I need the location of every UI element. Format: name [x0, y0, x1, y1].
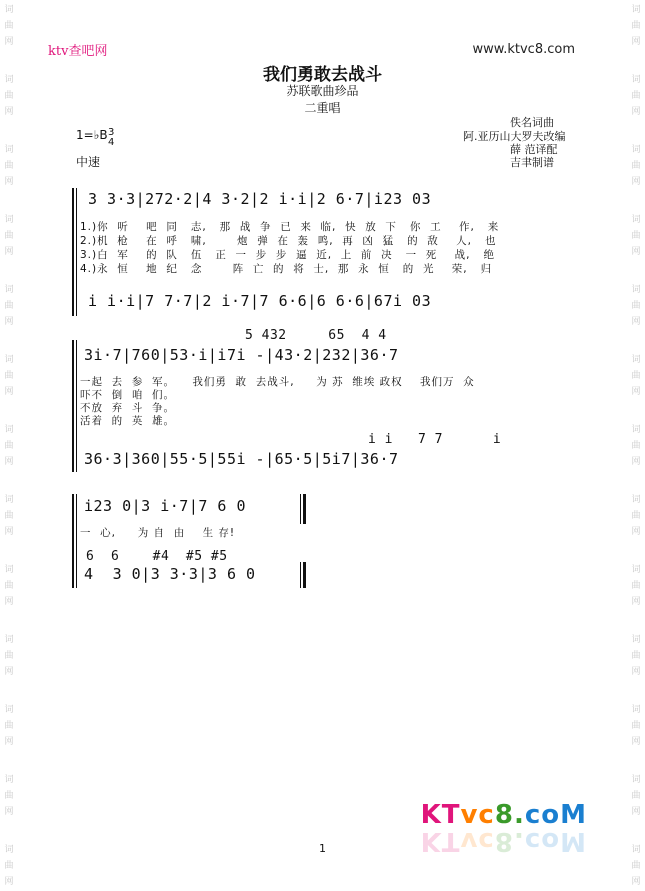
- watermark-char: 曲: [631, 861, 641, 871]
- system-bracket-3: [72, 494, 74, 588]
- system-bracket-1-thin: [76, 188, 77, 316]
- final-barline-lower-thin: [300, 562, 301, 588]
- key-signature: 1=♭B: [76, 128, 108, 142]
- watermark-char: 网: [631, 597, 641, 607]
- watermark-char: 网: [4, 107, 14, 117]
- system2-lyric-verse2: 吓不 倒 咱 们。: [80, 389, 176, 401]
- watermark-char: 网: [631, 737, 641, 747]
- watermark-char: 词: [631, 425, 641, 435]
- watermark-char: 曲: [4, 861, 14, 871]
- watermark-char: 网: [4, 177, 14, 187]
- watermark-char: 曲: [4, 441, 14, 451]
- watermark-char: 网: [4, 37, 14, 47]
- system1-lyric-verse1: 1.)你 听 吧 同 志, 那 战 争 已 来 临, 快 放 下 你 工 作, 来: [80, 221, 500, 233]
- watermark-char: 网: [631, 457, 641, 467]
- watermark-char: 网: [4, 387, 14, 397]
- watermark-char: 网: [631, 317, 641, 327]
- watermark-char: 曲: [4, 511, 14, 521]
- watermark-char: 词: [631, 495, 641, 505]
- watermark-char: 词: [4, 845, 14, 855]
- system-bracket-3-thin: [76, 494, 77, 588]
- watermark-char: 词: [4, 145, 14, 155]
- watermark-char: 曲: [4, 301, 14, 311]
- watermark-char: 网: [4, 667, 14, 677]
- system2-lower-notes: 36·3|360|55·5|55i -|65·5|5i7|36·7: [84, 450, 399, 468]
- time-signature: [108, 128, 114, 148]
- system2-lyric-verse1: 一起 去 参 军。 我们勇 敢 去战斗, 为 苏 维埃 政权 我们万 众: [80, 376, 475, 388]
- watermark-char: 曲: [4, 231, 14, 241]
- watermark-char: 词: [631, 705, 641, 715]
- system1-lyric-verse3: 3.)白 军 的 队 伍 正 一 步 步 逼 近, 上 前 决 一 死 战, 绝: [80, 249, 495, 261]
- watermark-char: 词: [4, 775, 14, 785]
- watermark-char: 词: [4, 215, 14, 225]
- credit-transcriber: 吉聿制谱: [510, 156, 554, 169]
- brand-watermark: ktv查吧网: [48, 44, 108, 59]
- site-logo-reflection: KTvc8.coM: [420, 826, 587, 856]
- tempo-marking: 中速: [76, 155, 101, 169]
- watermark-char: 词: [4, 705, 14, 715]
- watermark-char: 曲: [4, 371, 14, 381]
- left-watermark-strip: [2, 0, 16, 891]
- watermark-char: 词: [4, 5, 14, 15]
- watermark-char: 网: [631, 107, 641, 117]
- site-url: www.ktvc8.com: [472, 42, 575, 57]
- system1-lyric-verse2: 2.)机 枪 在 呼 啸, 炮 弹 在 轰 鸣, 再 凶 猛 的 敌 人, 也: [80, 235, 497, 247]
- watermark-char: 曲: [4, 161, 14, 171]
- watermark-char: 曲: [4, 581, 14, 591]
- system2-lower-harmony: i i 7 7 i: [368, 432, 502, 447]
- watermark-char: 曲: [631, 791, 641, 801]
- watermark-char: 网: [631, 667, 641, 677]
- watermark-char: 词: [4, 565, 14, 575]
- system3-upper-notes: i23 0|3 i·7|7 6 0: [84, 497, 247, 515]
- watermark-char: 词: [4, 635, 14, 645]
- watermark-char: 词: [631, 635, 641, 645]
- watermark-char: 网: [631, 527, 641, 537]
- system2-lyric-verse4: 活着 的 英 雄。: [80, 415, 176, 427]
- watermark-char: 曲: [631, 651, 641, 661]
- watermark-char: 曲: [631, 91, 641, 101]
- watermark-char: 曲: [4, 791, 14, 801]
- system3-lower-harmony: 6 6 #4 #5 #5: [86, 549, 228, 564]
- watermark-char: 词: [631, 355, 641, 365]
- watermark-char: 词: [631, 285, 641, 295]
- watermark-char: 网: [631, 37, 641, 47]
- final-barline-upper-thin: [300, 494, 301, 524]
- watermark-char: 网: [4, 317, 14, 327]
- watermark-char: 网: [4, 247, 14, 257]
- watermark-char: 词: [631, 75, 641, 85]
- time-signature-top: 3: [108, 127, 115, 138]
- watermark-char: 词: [631, 775, 641, 785]
- watermark-char: 词: [631, 5, 641, 15]
- watermark-char: 网: [4, 457, 14, 467]
- final-barline-lower-thick: [303, 562, 306, 588]
- watermark-char: 曲: [4, 721, 14, 731]
- page-number: 1: [319, 842, 326, 855]
- watermark-char: 曲: [631, 371, 641, 381]
- watermark-char: 曲: [631, 161, 641, 171]
- credit-composer: 佚名词曲: [510, 116, 554, 129]
- watermark-char: 网: [631, 807, 641, 817]
- site-logo: KTvc8.coM: [420, 800, 587, 830]
- system2-upper-harmony: 5 432 65 4 4: [245, 328, 387, 343]
- system-bracket-2: [72, 340, 74, 472]
- watermark-char: 曲: [631, 301, 641, 311]
- watermark-char: 词: [4, 425, 14, 435]
- song-form: 二重唱: [304, 101, 341, 115]
- watermark-char: 网: [4, 877, 14, 887]
- watermark-char: 曲: [4, 651, 14, 661]
- song-subtitle: 苏联歌曲珍品: [286, 84, 359, 98]
- system1-lyric-verse4: 4.)永 恒 地 纪 念 阵 亡 的 将 士, 那 永 恒 的 光 荣, 归: [80, 263, 493, 275]
- watermark-char: 曲: [631, 721, 641, 731]
- credit-arranger: 阿.亚历山大罗夫改编: [463, 130, 566, 143]
- watermark-char: 曲: [631, 21, 641, 31]
- watermark-char: 词: [4, 495, 14, 505]
- watermark-char: 网: [4, 527, 14, 537]
- watermark-char: 曲: [631, 581, 641, 591]
- song-title: 我们勇敢去战斗: [263, 65, 382, 85]
- watermark-char: 网: [631, 177, 641, 187]
- watermark-char: 网: [4, 807, 14, 817]
- watermark-char: 网: [631, 247, 641, 257]
- system-bracket-2-thin: [76, 340, 77, 472]
- watermark-char: 曲: [631, 511, 641, 521]
- watermark-char: 曲: [4, 21, 14, 31]
- final-barline-upper-thick: [303, 494, 306, 524]
- watermark-char: 网: [631, 877, 641, 887]
- system2-upper-notes: 3i·7|760|53·i|i7i -|43·2|232|36·7: [84, 346, 399, 364]
- credit-translator: 薛 范译配: [510, 143, 558, 156]
- system1-upper-notes: 3 3·3|272·2|4 3·2|2 i·i|2 6·7|i23 03: [88, 190, 432, 208]
- system3-lyric: 一 心, 为 自 由 生 存!: [80, 527, 236, 539]
- time-signature-bottom: 4: [108, 137, 115, 148]
- watermark-char: 词: [4, 355, 14, 365]
- watermark-char: 曲: [631, 441, 641, 451]
- system1-lower-notes: i i·i|7 7·7|2 i·7|7 6·6|6 6·6|67i 03: [88, 292, 432, 310]
- watermark-char: 网: [4, 597, 14, 607]
- watermark-char: 词: [631, 565, 641, 575]
- watermark-char: 词: [631, 215, 641, 225]
- watermark-char: 曲: [631, 231, 641, 241]
- watermark-char: 词: [631, 145, 641, 155]
- watermark-char: 词: [4, 75, 14, 85]
- system3-lower-notes: 4 3 0|3 3·3|3 6 0: [84, 565, 256, 583]
- watermark-char: 网: [4, 737, 14, 747]
- watermark-char: 词: [4, 285, 14, 295]
- watermark-char: 网: [631, 387, 641, 397]
- watermark-char: 曲: [4, 91, 14, 101]
- watermark-char: 词: [631, 845, 641, 855]
- system-bracket-1: [72, 188, 74, 316]
- right-watermark-strip: [629, 0, 643, 891]
- system2-lyric-verse3: 不放 弃 斗 争。: [80, 402, 176, 414]
